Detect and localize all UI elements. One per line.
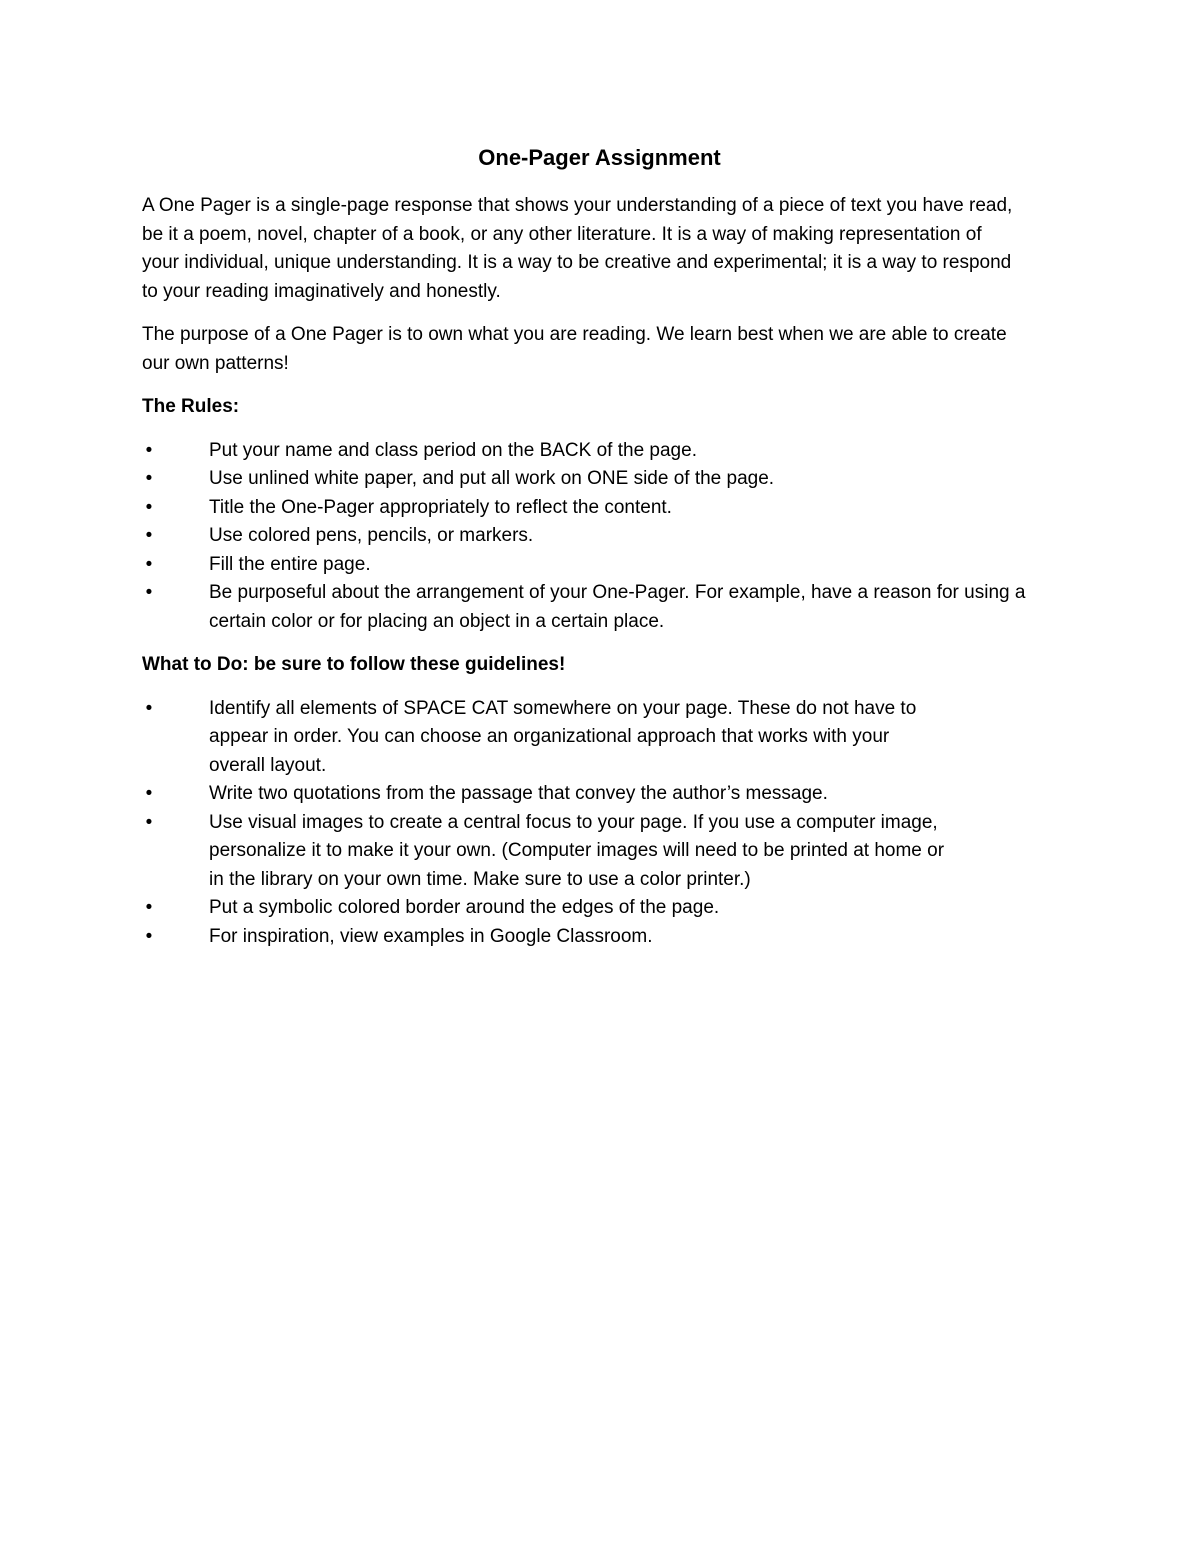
todo-item <box>142 809 1057 895</box>
bullet-icon: • <box>145 783 153 804</box>
bullet-icon: • <box>145 525 153 546</box>
bullet-icon: • <box>145 897 153 918</box>
todo-item <box>142 923 1057 952</box>
todo-item <box>142 780 1057 809</box>
bullet-icon: • <box>145 811 153 833</box>
list-item-line: appear in order. You can choose an organizational approach that works with your <box>209 726 890 747</box>
list-item-line: Title the One-Pager appropriately to reflect the content. <box>209 496 672 518</box>
text-line: A One Pager is a single-page response that shows your understanding of a piece of text you have read, <box>142 195 1013 216</box>
todo-list <box>142 695 1057 952</box>
list-item-line: certain color or for placing an object in a certain place. <box>209 610 665 632</box>
bullet-icon: • <box>145 553 153 575</box>
rule-item <box>142 579 1057 636</box>
document-content <box>142 143 1057 966</box>
list-item-line: Write two quotations from the passage that convey the author’s message. <box>209 783 828 804</box>
list-item-line: Fill the entire page. <box>209 553 371 575</box>
bullet-icon: • <box>145 925 153 947</box>
text-line: be it a poem, novel, chapter of a book, or any other literature. It is a way of making representation of <box>142 223 982 245</box>
list-item-line: Use visual images to create a central focus to your page. If you use a computer image, <box>209 811 938 833</box>
text-line: to your reading imaginatively and honestly. <box>142 280 501 302</box>
rule-item <box>142 551 1057 580</box>
text-line: your individual, unique understanding. It is a way to be creative and experimental; it is a way to respond <box>142 252 1012 273</box>
purpose-paragraph <box>142 321 1057 378</box>
text-line: The purpose of a One Pager is to own what you are reading. We learn best when we are able to create <box>142 324 1007 345</box>
bullet-icon: • <box>145 582 153 603</box>
list-item-line: overall layout. <box>209 754 327 776</box>
bullet-icon: • <box>145 439 153 461</box>
list-item-line: Put a symbolic colored border around the edges of the page. <box>209 897 720 918</box>
list-item-line: Use colored pens, pencils, or markers. <box>209 525 534 546</box>
bullet-icon: • <box>145 496 153 518</box>
list-item-line: Be purposeful about the arrangement of your One-Pager. For example, have a reason for using a <box>209 582 1026 603</box>
todo-heading: What to Do: be sure to follow these guidelines! <box>142 654 566 675</box>
list-item-line: Put your name and class period on the BACK of the page. <box>209 439 697 461</box>
page-title: One-Pager Assignment <box>478 145 721 170</box>
rule-item <box>142 465 1057 494</box>
list-item-line: Identify all elements of SPACE CAT somewhere on your page. These do not have to <box>209 697 917 719</box>
intro-paragraph <box>142 192 1057 306</box>
bullet-icon: • <box>145 468 153 489</box>
rules-heading: The Rules: <box>142 396 240 417</box>
rule-item <box>142 437 1057 466</box>
rules-list <box>142 437 1057 637</box>
list-item-line: For inspiration, view examples in Google Classroom. <box>209 925 653 947</box>
todo-item <box>142 695 1057 781</box>
list-item-line: personalize it to make it your own. (Computer images will need to be printed at home or <box>209 840 945 861</box>
todo-item <box>142 894 1057 923</box>
list-item-line: in the library on your own time. Make sure to use a color printer.) <box>209 868 751 890</box>
text-line: our own patterns! <box>142 352 289 374</box>
rule-item <box>142 494 1057 523</box>
bullet-icon: • <box>145 697 153 719</box>
rule-item <box>142 522 1057 551</box>
list-item-line: Use unlined white paper, and put all work on ONE side of the page. <box>209 468 775 489</box>
